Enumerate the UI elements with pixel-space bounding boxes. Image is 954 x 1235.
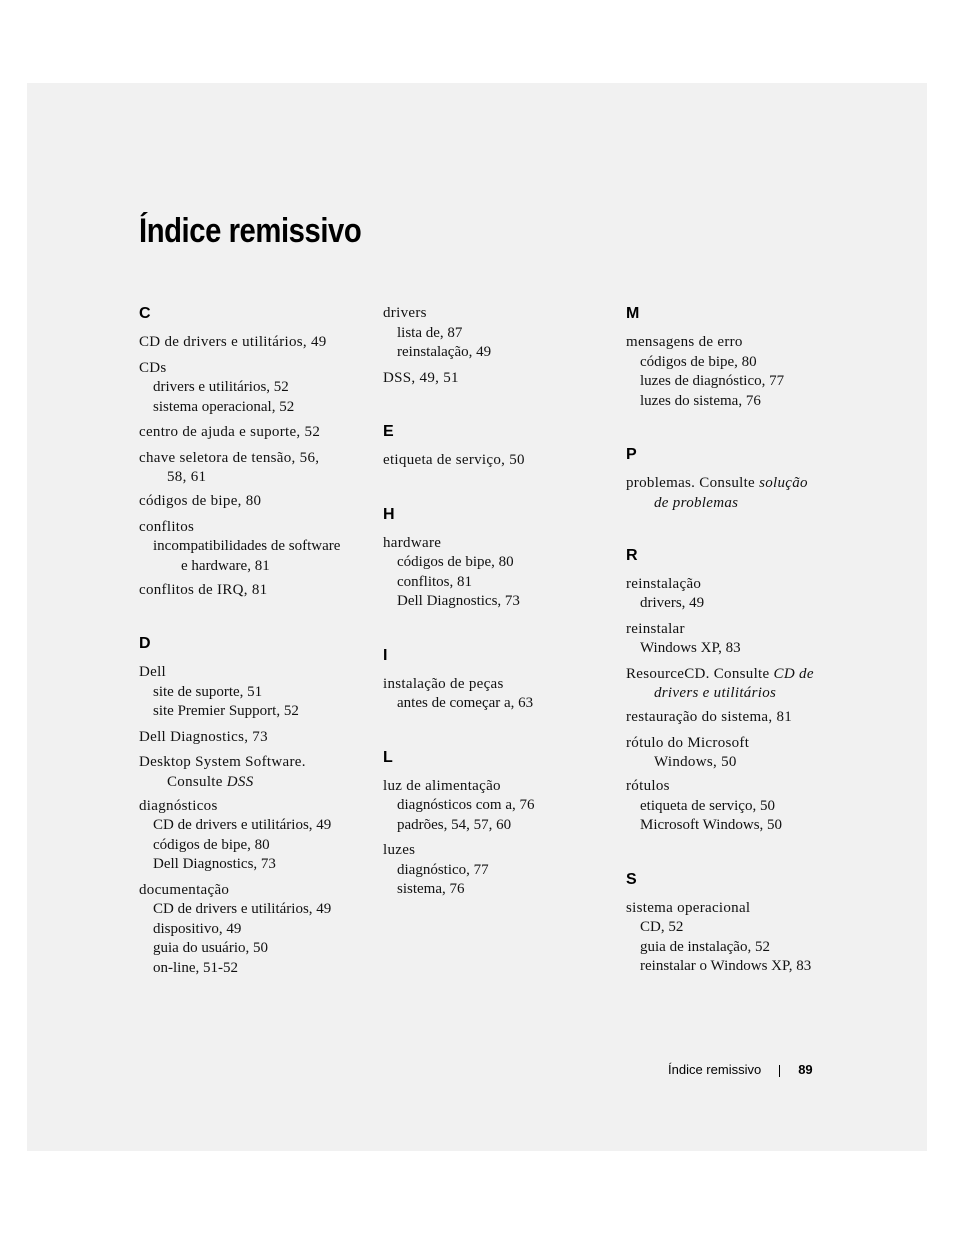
cross-reference: de problemas bbox=[654, 494, 739, 511]
subentry: on-line, 51-52 bbox=[153, 959, 238, 976]
subentry: Microsoft Windows, 50 bbox=[640, 817, 783, 833]
index-entry bbox=[139, 492, 369, 512]
index-entry bbox=[383, 451, 613, 471]
section-letter: P bbox=[626, 446, 637, 463]
entry-term: mensagens de erro bbox=[626, 334, 743, 350]
index-entry bbox=[139, 728, 369, 748]
section-letter: I bbox=[383, 646, 388, 664]
entry-term: luz de alimentação bbox=[383, 777, 501, 794]
entry-term: rótulos bbox=[626, 778, 670, 794]
index-column-3 bbox=[626, 304, 856, 983]
section-letter: D bbox=[139, 635, 151, 652]
entry-term: drivers bbox=[383, 305, 427, 321]
index-entry bbox=[383, 841, 613, 900]
index-entry bbox=[383, 369, 613, 389]
index-entry bbox=[626, 474, 856, 512]
entry-term: conflitos bbox=[139, 518, 195, 535]
subentry: Dell Diagnostics, 73 bbox=[153, 856, 276, 872]
section-letter: S bbox=[626, 870, 637, 888]
entry-term: DSS, 49, 51 bbox=[383, 369, 459, 386]
subentry: códigos de bipe, 80 bbox=[397, 554, 514, 570]
subentry: guia do usuário, 50 bbox=[153, 940, 268, 956]
subentry: dispositivo, 49 bbox=[153, 920, 242, 937]
section-letter: L bbox=[383, 748, 393, 766]
subentry: sistema, 76 bbox=[397, 881, 465, 897]
entry-term: Dell Diagnostics, 73 bbox=[139, 728, 268, 745]
subentry: reinstalar o Windows XP, 83 bbox=[640, 958, 812, 974]
entry-term: diagnósticos bbox=[139, 797, 218, 814]
entry-term: hardware bbox=[383, 534, 442, 551]
subentry: padrões, 54, 57, 60 bbox=[397, 816, 512, 833]
index-column-2 bbox=[383, 304, 613, 906]
subentry: códigos de bipe, 80 bbox=[640, 353, 757, 370]
index-entry bbox=[383, 534, 613, 612]
subentry: drivers, 49 bbox=[640, 595, 705, 611]
index-entry bbox=[626, 777, 856, 836]
index-entry bbox=[139, 881, 369, 979]
subentry: lista de, 87 bbox=[397, 324, 463, 341]
entry-term: documentação bbox=[139, 881, 230, 898]
subentry: conflitos, 81 bbox=[397, 573, 472, 590]
section-letter: C bbox=[139, 305, 151, 322]
subentry: e hardware, 81 bbox=[181, 557, 270, 574]
entry-term: conflitos de IRQ, 81 bbox=[139, 581, 268, 598]
subentry: diagnósticos com a, 76 bbox=[397, 797, 535, 813]
footer-label: Índice remissivo bbox=[668, 1062, 762, 1077]
subentry: Windows XP, 83 bbox=[640, 640, 741, 656]
subentry: guia de instalação, 52 bbox=[640, 938, 770, 955]
index-entry bbox=[626, 333, 856, 411]
entry-term-continued: 58, 61 bbox=[167, 469, 207, 485]
page-title: Índice remissivo bbox=[139, 212, 362, 250]
subentry: drivers e utilitários, 52 bbox=[153, 379, 289, 395]
entry-term: centro de ajuda e suporte, 52 bbox=[139, 424, 321, 440]
index-entry bbox=[383, 777, 613, 836]
index-entry bbox=[383, 304, 613, 363]
cross-reference: CD de bbox=[773, 665, 814, 682]
entry-term-continued bbox=[626, 684, 856, 702]
section-letter: H bbox=[383, 505, 395, 523]
subentry: CD de drivers e utilitários, 49 bbox=[153, 817, 332, 833]
footer-divider bbox=[779, 1065, 780, 1077]
index-entry bbox=[383, 675, 613, 714]
subentry: reinstalação, 49 bbox=[397, 344, 492, 360]
subentry: diagnóstico, 77 bbox=[397, 861, 489, 878]
index-column-1 bbox=[139, 304, 369, 984]
entry-term: restauração do sistema, 81 bbox=[626, 709, 793, 725]
subentry: códigos de bipe, 80 bbox=[153, 836, 270, 853]
index-entry bbox=[139, 449, 369, 487]
subentry: antes de começar a, 63 bbox=[397, 695, 534, 711]
index-entry bbox=[139, 753, 369, 791]
subentry: CD, 52 bbox=[640, 919, 684, 935]
index-entry bbox=[139, 359, 369, 418]
entry-term: CDs bbox=[139, 359, 167, 376]
subentry: sistema operacional, 52 bbox=[153, 398, 295, 415]
index-entry bbox=[626, 734, 856, 772]
index-entry bbox=[626, 899, 856, 977]
index-entry bbox=[139, 333, 369, 353]
index-entry bbox=[139, 797, 369, 875]
index-entry bbox=[626, 620, 856, 659]
page-footer bbox=[668, 1062, 813, 1077]
cross-reference: DSS bbox=[226, 773, 254, 790]
index-entry bbox=[626, 575, 856, 614]
entry-term: Desktop System Software. bbox=[139, 754, 306, 770]
entry-term: chave seletora de tensão, 56, bbox=[139, 449, 320, 466]
index-entry bbox=[626, 665, 856, 703]
index-entry bbox=[139, 663, 369, 722]
entry-term: CD de drivers e utilitários, 49 bbox=[139, 334, 327, 350]
subentry: etiqueta de serviço, 50 bbox=[640, 797, 775, 814]
index-entry bbox=[139, 423, 369, 443]
subentry: CD de drivers e utilitários, 49 bbox=[153, 901, 332, 917]
entry-term-continued: Consulte DSS bbox=[167, 773, 254, 790]
entry-term: códigos de bipe, 80 bbox=[139, 493, 262, 509]
subentry: site de suporte, 51 bbox=[153, 683, 263, 700]
entry-term: instalação de peças bbox=[383, 675, 504, 692]
entry-term: ResourceCD. Consulte CD de bbox=[626, 665, 814, 682]
subentry: site Premier Support, 52 bbox=[153, 703, 299, 719]
entry-term: sistema operacional bbox=[626, 899, 751, 916]
subentry: luzes do sistema, 76 bbox=[640, 392, 761, 409]
entry-term-continued: Windows, 50 bbox=[654, 754, 737, 770]
subentry: Dell Diagnostics, 73 bbox=[397, 593, 520, 609]
entry-term: reinstalar bbox=[626, 620, 685, 637]
section-letter: R bbox=[626, 546, 638, 564]
page-number: 89 bbox=[798, 1062, 813, 1077]
entry-term-continued bbox=[626, 494, 856, 512]
entry-term: problemas. Consulte solução bbox=[626, 475, 808, 491]
index-entry bbox=[139, 518, 369, 575]
section-letter: M bbox=[626, 305, 640, 322]
entry-term: luzes bbox=[383, 842, 416, 858]
cross-reference: solução bbox=[759, 475, 808, 491]
section-letter: E bbox=[383, 423, 394, 440]
entry-term: Dell bbox=[139, 664, 167, 680]
cross-reference: drivers e utilitários bbox=[654, 685, 777, 701]
subentry: luzes de diagnóstico, 77 bbox=[640, 373, 785, 389]
entry-term: reinstalação bbox=[626, 575, 702, 592]
subentry: incompatibilidades de software bbox=[153, 538, 341, 554]
entry-term: rótulo do Microsoft bbox=[626, 734, 750, 751]
index-entry bbox=[626, 708, 856, 728]
entry-term: etiqueta de serviço, 50 bbox=[383, 452, 525, 468]
index-entry bbox=[139, 581, 369, 601]
